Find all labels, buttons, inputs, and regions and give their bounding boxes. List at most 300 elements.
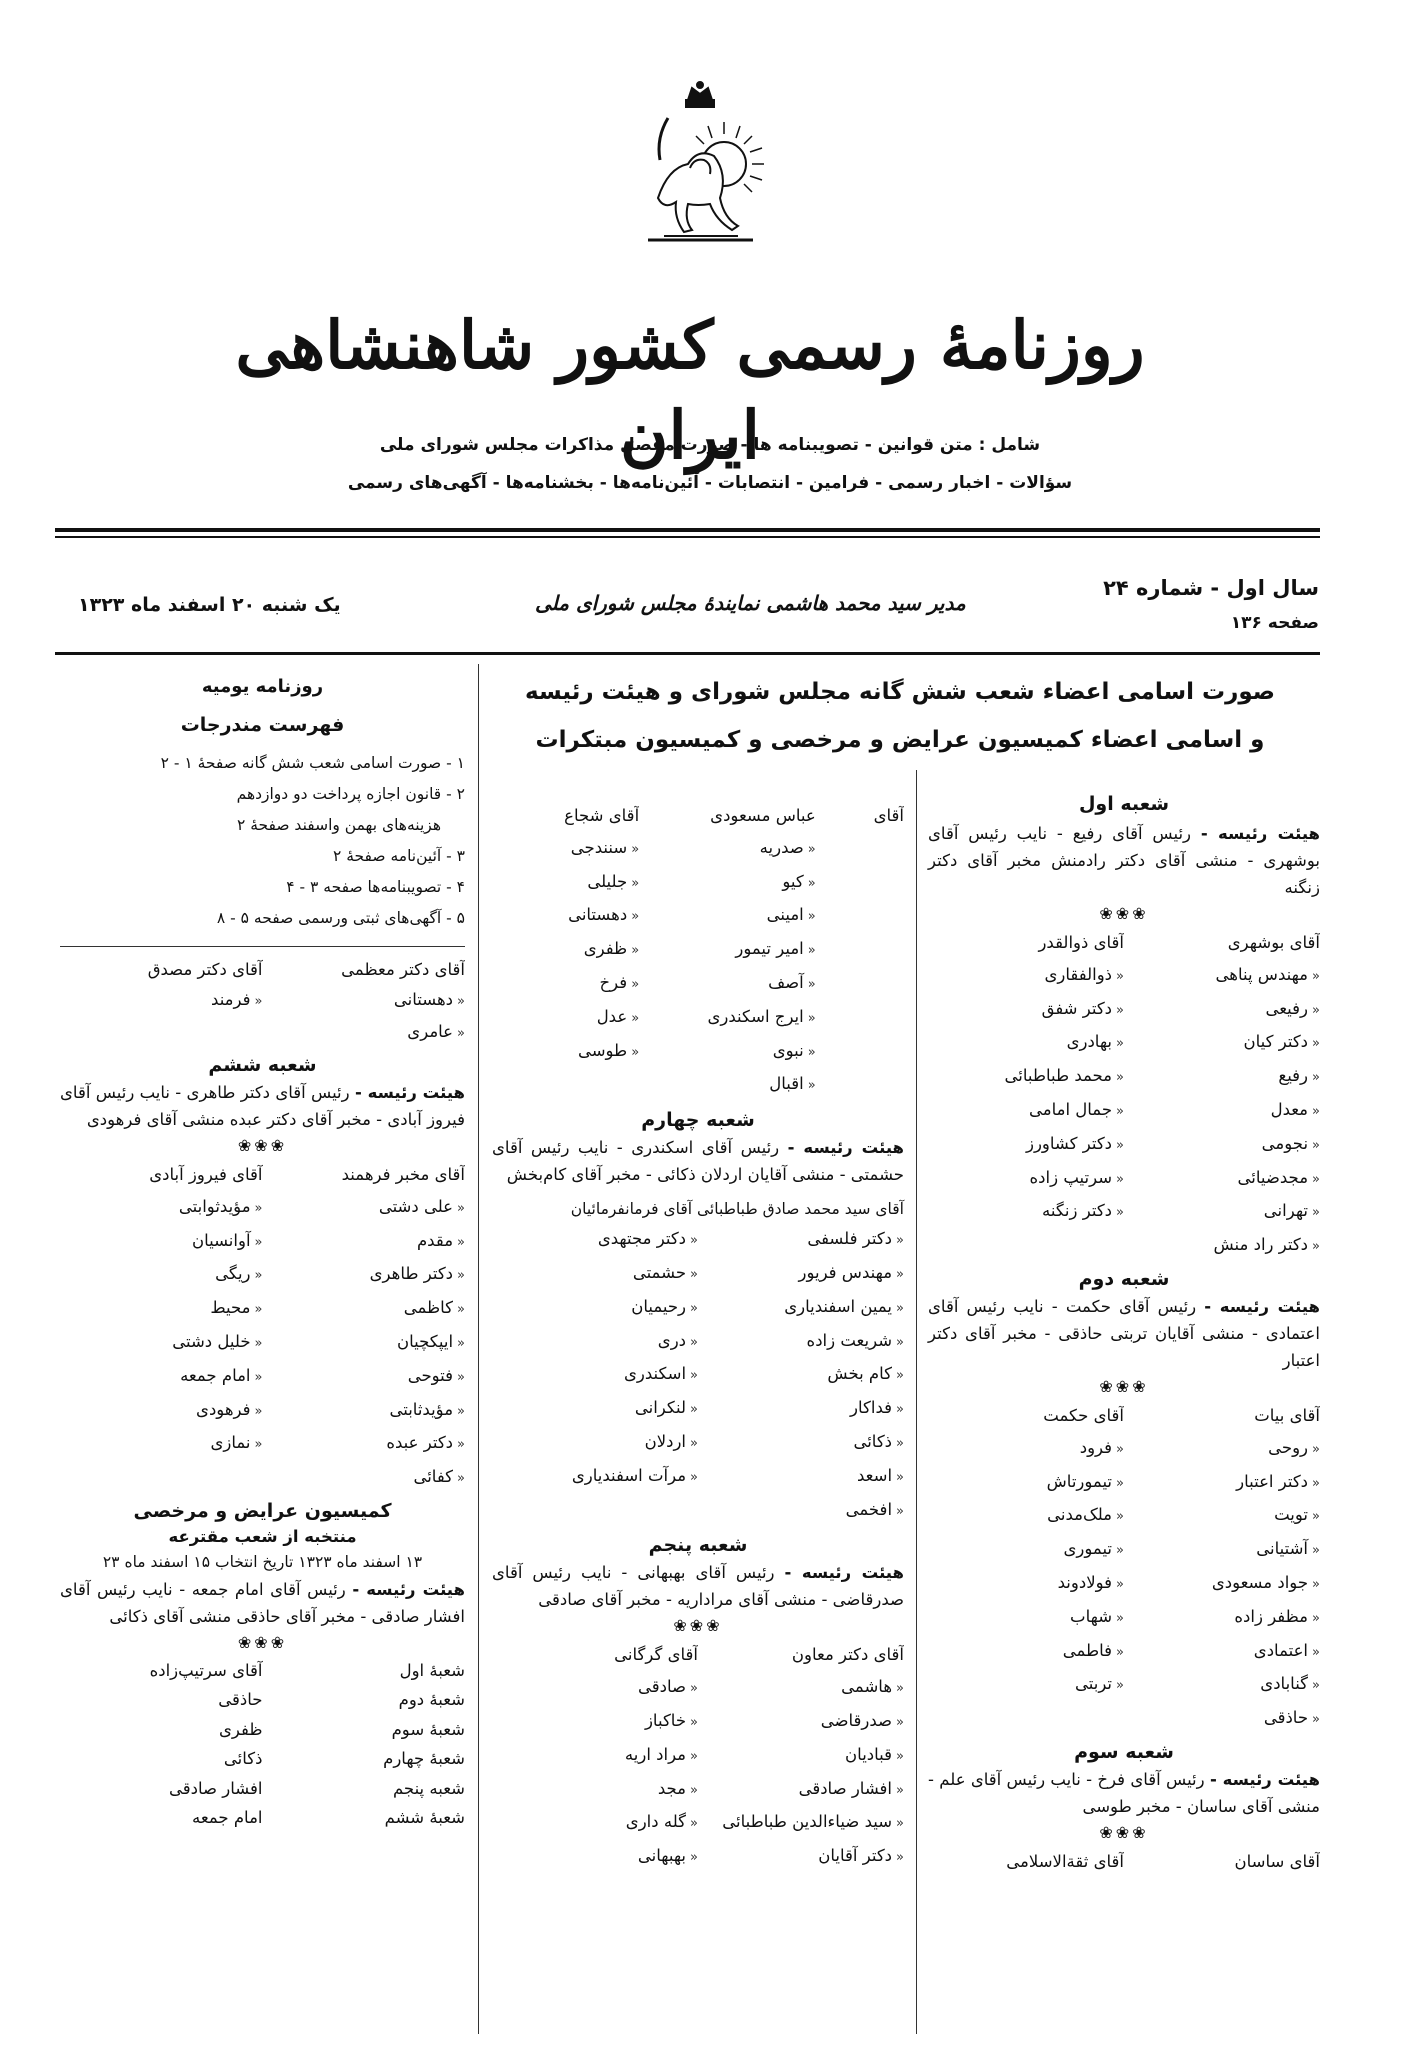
member-name-text: شعبه پنجم [392, 1778, 465, 1798]
ditto-mark: « [690, 1748, 698, 1764]
member-name [263, 1326, 466, 1360]
ditto-mark: « [896, 1402, 904, 1418]
editor-line: مدیر سید محمد هاشمی نمایندهٔ مجلس شورای ملی [535, 591, 966, 615]
ditto-mark: « [1116, 1475, 1124, 1491]
section3-head-right: آقای ساسان [1234, 1851, 1320, 1871]
member-name [698, 1291, 904, 1325]
member-name [928, 1533, 1124, 1567]
section6-board-text: رئیس آقای دکتر طاهری - نایب رئیس آقای فیروز آبادی - مخبر آقای دکتر عبده منشی آقای فرهودی [60, 1083, 465, 1129]
member-name [816, 1035, 904, 1069]
member-name [698, 1392, 904, 1426]
member-name [60, 1191, 263, 1225]
member-name-text: تیموری [1063, 1539, 1113, 1559]
member-name-text: مقدم [416, 1230, 454, 1250]
member-name [1124, 1432, 1320, 1466]
member-name [492, 1494, 698, 1528]
section1b-head-3: آقای شجاع [564, 806, 640, 825]
section1b-head-2: عباس مسعودی [710, 806, 816, 825]
commission-date-line: ۱۳ اسفند ماه ۱۳۲۳ تاریخ انتخاب ۱۵ اسفند ماه ۲۳ [102, 1552, 423, 1571]
ditto-mark: « [457, 1200, 465, 1216]
commission-board [60, 1576, 465, 1630]
ditto-mark: « [254, 1200, 263, 1216]
member-name-text: دری [657, 1330, 687, 1350]
member-name-text: دکتر راد منش [1213, 1235, 1309, 1255]
daily-label: روزنامه یومیه [201, 676, 324, 697]
member-name-text: ذکائی [853, 1431, 893, 1451]
ditto-mark: « [254, 1437, 263, 1453]
member-name [928, 1702, 1124, 1736]
ditto-mark: « [1312, 1610, 1320, 1626]
member-name [1124, 1162, 1320, 1196]
member-name-text: اسعد [857, 1465, 893, 1485]
member-name-text: جمال امامی [1028, 1099, 1113, 1119]
section1-stars: ❀❀❀ [1099, 904, 1149, 923]
ditto-mark: « [1312, 968, 1320, 984]
ditto-mark: « [254, 1335, 263, 1351]
ditto-mark: « [1312, 1171, 1320, 1187]
member-name [1124, 1229, 1320, 1263]
section1-title: شعبه اول [1078, 793, 1170, 815]
commission-title: کمیسیون عرایض و مرخصی [133, 1499, 392, 1522]
section6-board [60, 1079, 465, 1133]
ditto-mark: « [896, 1435, 904, 1451]
ditto-mark: « [690, 1681, 698, 1697]
ditto-mark: « [1116, 1610, 1124, 1626]
member-name-text: افشار صادقی [798, 1778, 893, 1798]
member-name-text: مهندس پناهی [1215, 964, 1309, 984]
commission-members [60, 1656, 465, 1833]
member-name [639, 1068, 816, 1102]
toc-item: هزینه‌های بهمن واسفند صفحهٔ ۲ [236, 816, 441, 834]
ditto-mark: « [896, 1748, 904, 1764]
member-name [492, 1358, 698, 1392]
slt-head-1: آقای دکتر معظمی [341, 960, 465, 979]
member-name-text: دکتر آقایان [818, 1846, 893, 1866]
section2-board [928, 1293, 1320, 1374]
member-name [492, 933, 639, 967]
member-name [1124, 993, 1320, 1027]
masthead-subtitle-line2: سؤالات - اخبار رسمی - فرامین - انتصابات - آئین‌نامه‌ها - بخشنامه‌ها - آگهی‌های رسمی [347, 473, 1073, 493]
section2-head-left: آقای حکمت [1043, 1405, 1124, 1425]
commission-subtitle: منتخبه از شعب مقترعه [168, 1526, 357, 1546]
section5-head-2: آقای گرگانی [614, 1645, 698, 1665]
member-name [263, 1191, 466, 1225]
member-name-text: ذکائی [223, 1749, 263, 1769]
member-name-text: عامری [407, 1022, 454, 1041]
member-name-text: کفائی [413, 1467, 454, 1487]
member-name-text: دکتر مجتهدی [597, 1229, 687, 1249]
ditto-mark: « [896, 1233, 904, 1249]
section2-board-label: هیئت رئیسه - [1204, 1296, 1320, 1316]
member-name [492, 1068, 639, 1102]
ditto-mark: « [1312, 1239, 1320, 1255]
member-name [492, 1806, 698, 1840]
member-name-text: مجدضیائی [1237, 1167, 1309, 1187]
member-name-text: اعتمادی [1253, 1640, 1309, 1660]
member-name [492, 1671, 698, 1705]
member-name [263, 1258, 466, 1292]
member-name-text: فداکار [850, 1398, 893, 1418]
member-name [928, 1229, 1124, 1263]
member-name-text: خاکباز [644, 1710, 687, 1730]
issue-date: یک شنبه ۲۰ اسفند ماه ۱۳۲۳ [78, 594, 341, 616]
section3-stars: ❀❀❀ [1099, 1822, 1149, 1842]
ditto-mark: « [896, 1503, 904, 1519]
member-name-text: شریعت زاده [806, 1330, 893, 1350]
member-name [492, 1392, 698, 1426]
main-title-line2: و اسامی اعضاء کمیسیون عرایض و مرخصی و کمیسیون مبتکرات [535, 727, 1265, 753]
member-name-text: فتوحی [407, 1365, 454, 1385]
ditto-mark: « [1312, 1543, 1320, 1559]
ditto-mark: « [690, 1469, 698, 1485]
ditto-mark: « [896, 1469, 904, 1485]
member-name [263, 1017, 466, 1049]
member-name [928, 1195, 1124, 1229]
ditto-mark: « [1312, 1509, 1320, 1525]
member-name [698, 1494, 904, 1528]
member-name [60, 985, 263, 1017]
member-name-text: دهستانی [393, 990, 454, 1009]
section3-board-label: هیئت رئیسه - [1209, 1769, 1320, 1789]
member-name-text: دکتر شفق [1041, 998, 1113, 1018]
member-name-text: امینی [766, 905, 804, 925]
section5-board-text: رئیس آقای بهبهانی - نایب رئیس آقای صدرقاضی - منشی آقای مراداریه - مخبر آقای صادقی [492, 1563, 904, 1610]
member-name [263, 1715, 466, 1745]
member-name-text: رحیمیان [631, 1296, 687, 1316]
section3-title: شعبه سوم [1074, 1740, 1174, 1763]
ditto-mark: « [1116, 1509, 1124, 1525]
member-name-text: یمین اسفندیاری [784, 1296, 893, 1316]
ditto-mark: « [1116, 968, 1124, 984]
member-name-text: افشار صادقی [169, 1778, 263, 1798]
member-name-text: شعبهٔ چهارم [383, 1749, 465, 1769]
member-name-text: بهادری [1066, 1032, 1113, 1052]
member-name [60, 1017, 263, 1049]
member-name [639, 1035, 816, 1069]
section1-board-text: رئیس آقای رفیع - نایب رئیس آقای بوشهری - منشی آقای دکتر رادمنش مخبر آقای دکتر زنگنه [928, 824, 1320, 897]
member-name [928, 1635, 1124, 1669]
commission-stars: ❀❀❀ [237, 1632, 288, 1652]
member-name [816, 832, 904, 866]
member-name-text: شعبهٔ سوم [391, 1719, 465, 1739]
member-name [928, 1060, 1124, 1094]
member-name [928, 1432, 1124, 1466]
ditto-mark: « [1116, 1205, 1124, 1221]
member-name-text: محیط [210, 1298, 251, 1318]
member-name [263, 1461, 466, 1495]
header-rule-bottom [55, 652, 1320, 655]
member-name [698, 1739, 904, 1773]
member-name [928, 1094, 1124, 1128]
member-name [1124, 1567, 1320, 1601]
member-name [60, 1803, 263, 1833]
ditto-mark: « [254, 1302, 263, 1318]
ditto-mark: « [690, 1782, 698, 1798]
main-title-line1: صورت اسامی اعضاء شعب شش گانه مجلس شورای و هیئت رئیسه [525, 679, 1275, 705]
member-name [263, 1774, 466, 1804]
commission-board-label: هیئت رئیسه - [352, 1579, 465, 1599]
member-name-text: نجومی [1261, 1133, 1309, 1153]
member-name-text: نمازی [210, 1433, 251, 1453]
member-name-text: مراد اریه [624, 1744, 687, 1764]
member-name-text: ایرج اسکندری [707, 1006, 804, 1026]
section6-board-label: هیئت رئیسه - [354, 1083, 465, 1102]
member-name-text: سید ضیاءالدین طباطبائی [722, 1812, 893, 1832]
ditto-mark: « [457, 1026, 465, 1041]
section3-members [928, 1846, 1320, 1878]
ditto-mark: « [1116, 1644, 1124, 1660]
member-name-text: ظفری [583, 939, 628, 959]
ditto-mark: « [896, 1850, 904, 1866]
member-name [1124, 1195, 1320, 1229]
member-name [492, 1001, 639, 1035]
member-name-text: عدل [596, 1006, 628, 1026]
member-name-text: دکتر اعتبار [1236, 1471, 1309, 1491]
member-name [492, 1257, 698, 1291]
ditto-mark: « [1116, 1678, 1124, 1694]
member-name [1124, 1466, 1320, 1500]
member-name [698, 1325, 904, 1359]
member-name-text: گنابادی [1260, 1674, 1309, 1694]
ditto-mark: « [1312, 1678, 1320, 1694]
section5-head-1: آقای دکتر معاون [791, 1645, 904, 1665]
member-name-text: مؤیدثابتی [389, 1399, 454, 1419]
member-name-text: ذوالفقاری [1044, 964, 1113, 984]
member-name-text: نبوی [772, 1040, 804, 1060]
section1-board-label: هیئت رئیسه - [1200, 824, 1320, 843]
member-name-text: رفیع [1278, 1066, 1309, 1086]
column-divider-right [916, 770, 917, 2034]
toc-item: ۵ - آگهی‌های ثبتی ورسمی صفحه ۵ - ۸ [216, 909, 465, 927]
member-name-text: علی دشتی [378, 1196, 454, 1216]
member-name [492, 866, 639, 900]
member-name-text: رفیعی [1265, 998, 1309, 1018]
member-name-text: حشمتی [632, 1262, 687, 1282]
section4-title: شعبه چهارم [641, 1109, 755, 1132]
member-name-text: مظفر زاده [1234, 1606, 1309, 1626]
section5-stars: ❀❀❀ [673, 1616, 723, 1636]
member-name [1124, 1026, 1320, 1060]
ditto-mark: « [631, 943, 640, 959]
section4-board [492, 1134, 904, 1188]
member-name [492, 1035, 639, 1069]
member-name [492, 1325, 698, 1359]
member-name-text: دکتر فلسفی [807, 1229, 893, 1249]
member-name [698, 1671, 904, 1705]
ditto-mark: « [896, 1334, 904, 1350]
ditto-mark: « [807, 943, 816, 959]
toc-divider [60, 946, 465, 947]
section6-head-2: آقای فیروز آبادی [149, 1165, 263, 1184]
member-name [60, 1427, 263, 1461]
member-name-text: آوانسیان [191, 1230, 251, 1250]
section4-members [492, 1223, 904, 1527]
section1-board [928, 820, 1320, 901]
column-divider-left [478, 664, 479, 2034]
member-name [816, 866, 904, 900]
member-name-text: دکتر زنگنه [1042, 1201, 1113, 1221]
member-name-text: معدل [1270, 1099, 1309, 1119]
member-name [492, 1291, 698, 1325]
member-name-text: دکتر کیان [1243, 1032, 1309, 1052]
ditto-mark: « [807, 1078, 816, 1094]
member-name-text: مرآت اسفندیاری [571, 1465, 687, 1485]
section2-head-right: آقای بیات [1254, 1405, 1320, 1425]
ditto-mark: « [631, 909, 640, 925]
member-name-text: ریگی [215, 1264, 251, 1284]
member-name-text: ایپکچیان [396, 1331, 454, 1351]
table-of-contents [60, 748, 465, 934]
member-name [60, 1326, 263, 1360]
section4-board-label: هیئت رئیسه - [787, 1138, 904, 1158]
member-name-text: آقای سرتیپ‌زاده [149, 1660, 263, 1680]
ditto-mark: « [1116, 1576, 1124, 1592]
ditto-mark: « [690, 1714, 698, 1730]
middle-column [492, 800, 904, 1874]
member-name-text: جواد مسعودی [1211, 1572, 1309, 1592]
section2-board-text: رئیس آقای حکمت - نایب رئیس آقای اعتمادی - منشی آقایان تربتی حاذقی - مخبر آقای دکتر اعتبار [928, 1296, 1320, 1370]
member-name [928, 1026, 1124, 1060]
member-name-text: کاظمی [403, 1298, 454, 1318]
member-name-text: خلیل دشتی [172, 1331, 251, 1351]
member-name-text: لنکرانی [634, 1398, 687, 1418]
member-name [60, 1225, 263, 1259]
member-name [492, 1705, 698, 1739]
member-name [60, 1774, 263, 1804]
right-column [928, 790, 1320, 1878]
ditto-mark: « [807, 875, 816, 891]
toc-item: ۲ - قانون اجازه پرداخت دو دوازدهم [236, 785, 465, 803]
ditto-mark: « [1312, 1441, 1320, 1457]
member-name [60, 1461, 263, 1495]
member-name-text: روحی [1268, 1437, 1309, 1457]
section-continued-members [60, 955, 465, 1049]
member-name-text: آصف [768, 972, 804, 992]
member-name-text: تیمورتاش [1046, 1471, 1113, 1491]
ditto-mark: « [690, 1334, 698, 1350]
member-name [1124, 1635, 1320, 1669]
ditto-mark: « [1312, 1002, 1320, 1018]
member-name [492, 1223, 698, 1257]
member-name [928, 1466, 1124, 1500]
member-name [492, 1840, 698, 1874]
ditto-mark: « [896, 1714, 904, 1730]
member-name [1124, 959, 1320, 993]
member-name-text: دکتر طاهری [369, 1264, 454, 1284]
member-name [60, 1744, 263, 1774]
page-number: صفحه ۱۳۶ [1230, 613, 1319, 633]
member-name-text: تویت [1274, 1505, 1309, 1525]
section4-head-line: آقای سید محمد صادق طباطبائی آقای فرمانفرمائیان [570, 1200, 904, 1219]
member-name-text: صدرقاضی [820, 1710, 893, 1730]
member-name [698, 1223, 904, 1257]
ditto-mark: « [1116, 1103, 1124, 1119]
section6-title: شعبه ششم [208, 1054, 317, 1076]
member-name [698, 1358, 904, 1392]
member-name [639, 967, 816, 1001]
member-name [1124, 1499, 1320, 1533]
member-name-text: اقبال [769, 1074, 804, 1094]
ditto-mark: « [690, 1368, 698, 1384]
member-name-text: قبادیان [845, 1744, 893, 1764]
member-name [928, 1499, 1124, 1533]
member-name-text: تربتی [1075, 1674, 1113, 1694]
member-name-text: مؤیدثوابتی [178, 1196, 251, 1216]
member-name [698, 1705, 904, 1739]
member-name-text: فرخ [599, 972, 628, 992]
section1-head-left: آقای ذوالقدر [1038, 933, 1124, 952]
member-name [639, 933, 816, 967]
member-name [698, 1460, 904, 1494]
toc-item: ۱ - صورت اسامی شعب شش گانه صفحهٔ ۱ - ۲ [160, 754, 465, 772]
member-name-text: امیر تیمور [735, 939, 804, 959]
member-name [1124, 1094, 1320, 1128]
member-name-text: شعبهٔ اول [399, 1660, 465, 1680]
header-rule-top-thin [55, 536, 1320, 538]
issue-number: سال اول - شماره ۲۴ [1103, 576, 1319, 600]
member-name [1124, 1533, 1320, 1567]
section3-head-left: آقای ثقة‌الاسلامی [1006, 1851, 1124, 1871]
ditto-mark: « [457, 1369, 465, 1385]
section5-board [492, 1559, 904, 1613]
ditto-mark: « [1116, 1070, 1124, 1086]
member-name-text: بهبهانی [637, 1846, 687, 1866]
ditto-mark: « [254, 1234, 263, 1250]
member-name [492, 1460, 698, 1494]
ditto-mark: « [631, 841, 640, 857]
member-name-text: دکتر عبده [386, 1433, 454, 1453]
member-name [816, 1001, 904, 1035]
ditto-mark: « [1116, 1137, 1124, 1153]
section1b-head-1: آقای [873, 806, 904, 825]
ditto-mark: « [896, 1681, 904, 1697]
ditto-mark: « [631, 875, 640, 891]
ditto-mark: « [457, 1268, 465, 1284]
member-name [928, 1162, 1124, 1196]
ditto-mark: « [254, 994, 263, 1009]
ditto-mark: « [1116, 1441, 1124, 1457]
member-name [60, 1258, 263, 1292]
ditto-mark: « [457, 1403, 465, 1419]
masthead-subtitle-line1: شامل : متن قوانین - تصویبنامه ها - صورت مفصل مذاکرات مجلس شورای ملی [379, 435, 1041, 455]
left-column [60, 670, 465, 1833]
member-name-text: دکتر کشاورز [1025, 1133, 1113, 1153]
member-name [928, 1567, 1124, 1601]
member-name-text: تهرانی [1263, 1201, 1309, 1221]
member-name-text: سنندجی [570, 837, 628, 857]
member-name [263, 1394, 466, 1428]
ditto-mark: « [690, 1816, 698, 1832]
member-name [263, 1744, 466, 1774]
section1-head-right: آقای بوشهری [1227, 933, 1320, 952]
member-name-text: فرود [1079, 1437, 1113, 1457]
member-name [1124, 1668, 1320, 1702]
member-name [492, 1426, 698, 1460]
member-name-text: اردلان [644, 1431, 687, 1451]
toc-item: ۴ - تصویبنامه‌ها صفحه ۳ - ۴ [286, 878, 465, 896]
member-name [263, 1225, 466, 1259]
ditto-mark: « [896, 1782, 904, 1798]
ditto-mark: « [807, 841, 816, 857]
member-name-text: افخمی [845, 1499, 893, 1519]
section6-head-1: آقای مخبر فرهمند [341, 1165, 465, 1184]
ditto-mark: « [896, 1368, 904, 1384]
section6-members [60, 1159, 465, 1495]
ditto-mark: « [631, 1044, 640, 1060]
section2-stars: ❀❀❀ [1099, 1376, 1149, 1396]
member-name [639, 866, 816, 900]
member-name [816, 1068, 904, 1102]
